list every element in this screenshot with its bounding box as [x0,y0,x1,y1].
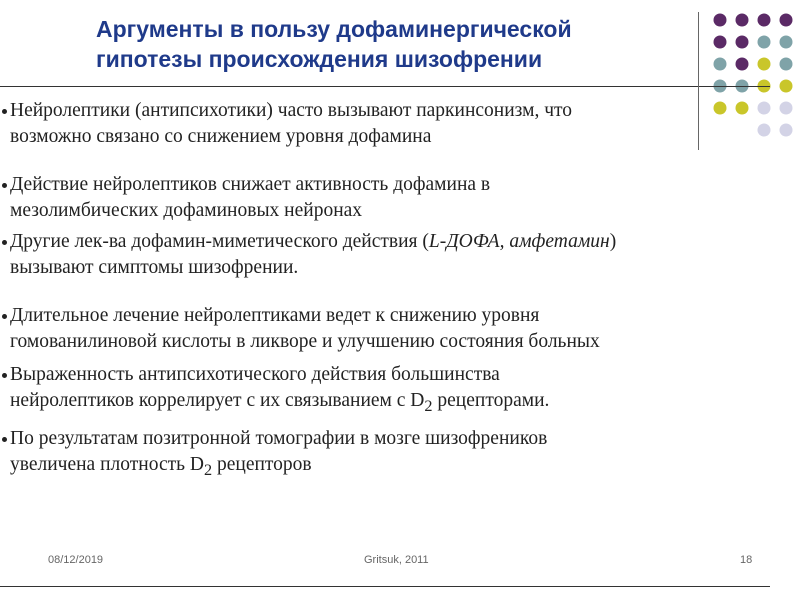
title-divider [0,86,770,87]
page-number: 18 [740,554,753,566]
bullet-6-line-2 [10,452,770,483]
bullet-5-line-2 [10,388,770,419]
bullet-6-text-pre: увеличена плотность D [10,453,204,475]
title-line-2: гипотезы происхождения шизофрении [96,46,543,72]
bullet-long-term-treatment [0,303,770,355]
title-line-1: Аргументы в пользу дофаминергической [96,16,572,42]
footer-divider [0,586,770,587]
bullet-3-drug-names: L-ДОФА, амфетамин [428,231,610,252]
bullet-2-line-1: Действие нейролептиков снижает активность дофамина в [10,174,491,195]
bullet-1-line-1: Нейролептики (антипсихотики) часто вызывают паркинсонизм, что [10,100,573,121]
bullet-3-line-1 [10,229,770,255]
bullet-6-text-post: рецепторов [212,453,312,475]
bullet-6-line-1: По результатам позитронной томографии в мозге шизофреников [10,427,548,449]
bullet-5-subscript: 2 [424,396,433,415]
dot-row-3 [714,58,793,71]
bullet-6-subscript: 2 [203,460,213,479]
bullet-1-line-2: возможно связано со снижением уровня дофамина [10,126,432,147]
slide-title [96,14,676,74]
bullet-2-line-2: мезолимбических дофаминовых нейронах [10,200,363,221]
dot-row-2 [714,36,793,49]
bullet-list [0,98,770,483]
bullet-dopamine-activity [0,172,770,224]
bullet-5-text-pre: нейролептиков коррелирует с их связыванием с D [10,390,425,411]
bullet-5-line-1: Выраженность антипсихотического действия большинства [10,364,500,385]
bullet-dopamine-mimetics [0,229,770,281]
bullet-neuroleptics-parkinsonism [0,98,770,150]
bullet-4-line-1: Длительное лечение нейролептиками ведет к снижению уровня [10,305,540,326]
bullet-d2-binding [0,362,770,419]
bullet-3-text-pre: Другие лек-ва дофамин-миметического действия ( [10,231,429,252]
bullet-pet-findings [0,426,770,483]
footer-date: 08/12/2019 [48,554,104,566]
footer-author: Gritsuk, 2011 [364,554,429,566]
dot-row-1 [714,14,793,27]
bullet-3-text-post: ) [609,231,617,252]
bullet-5-text-post: рецепторами. [432,390,550,411]
bullet-4-line-2: гомованилиновой кислоты в ликворе и улучшению состояния больных [10,331,600,352]
bullet-3-line-2: вызывают симптомы шизофрении. [10,257,299,278]
